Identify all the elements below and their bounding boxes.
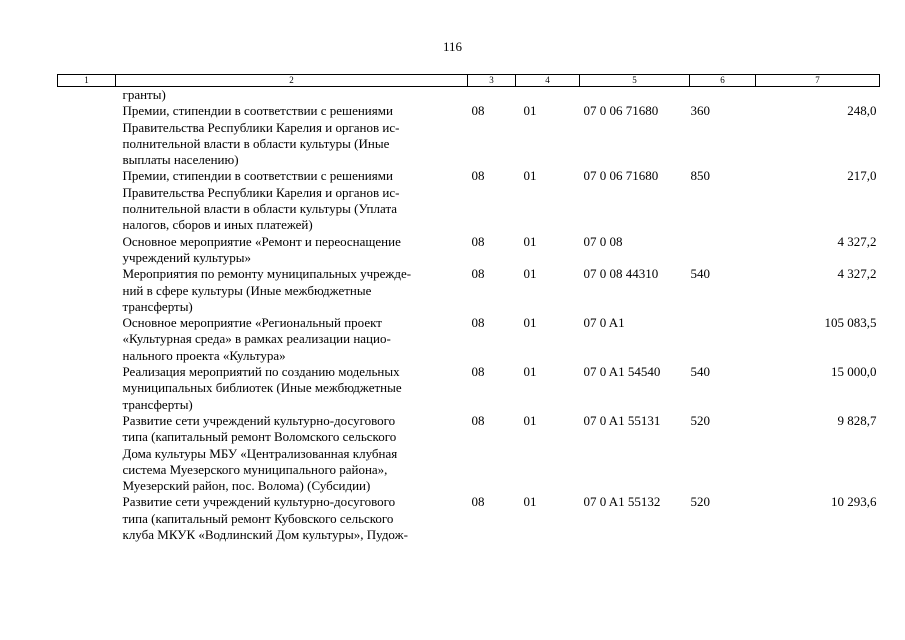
row-number-cell xyxy=(58,364,116,413)
row-number-cell xyxy=(58,266,116,315)
budget-table xyxy=(57,74,880,543)
continuation-text: гранты) xyxy=(122,87,166,102)
table-row xyxy=(58,103,880,168)
row-name-line: муниципальных библиотек (Иные межбюджетные xyxy=(122,380,402,396)
column-header: 4 xyxy=(516,75,580,87)
section-code: 08 xyxy=(471,412,485,428)
expense-type-code: 540 xyxy=(690,364,710,380)
expense-type-code: 520 xyxy=(690,412,710,428)
target-article-code: 07 0 06 71680 xyxy=(583,168,659,184)
target-article-code: 07 0 A1 54540 xyxy=(583,364,661,380)
subsection-code: 01 xyxy=(523,494,537,510)
expense-type-code: 850 xyxy=(690,168,710,184)
column-header: 5 xyxy=(580,75,690,87)
row-name-line: типа (капитальный ремонт Воломского сельского xyxy=(122,429,397,445)
row-name xyxy=(116,494,468,543)
amount: 4 327,2 xyxy=(837,266,877,282)
amount: 217,0 xyxy=(847,168,877,184)
section-code: 08 xyxy=(471,233,485,249)
section-code: 08 xyxy=(471,315,485,331)
target-article-code: 07 0 08 44310 xyxy=(583,266,659,282)
target-article-code: 07 0 A1 55131 xyxy=(583,412,661,428)
row-name-line: нального проекта «Культура» xyxy=(122,347,286,363)
row-name-line: трансферты) xyxy=(122,396,193,412)
table-row xyxy=(58,234,880,267)
expense-type-code: 360 xyxy=(690,103,710,119)
row-name-line: Муезерский район, пос. Волома) (Субсидии) xyxy=(122,478,371,494)
expense-type-code xyxy=(690,315,756,364)
column-header: 3 xyxy=(468,75,516,87)
row-name xyxy=(116,234,468,267)
continuation-row xyxy=(58,87,880,104)
section-code: 08 xyxy=(471,494,485,510)
amount: 248,0 xyxy=(847,103,877,119)
table-header xyxy=(58,75,880,87)
amount: 15 000,0 xyxy=(831,364,877,380)
column-header: 6 xyxy=(690,75,756,87)
row-number-cell xyxy=(58,234,116,267)
target-article-code: 07 0 08 xyxy=(583,233,623,249)
expense-type-code xyxy=(690,234,756,267)
row-name-line: Развитие сети учреждений культурно-досугового xyxy=(122,494,396,510)
row-name-line: трансферты) xyxy=(122,298,193,314)
row-name-line: Развитие сети учреждений культурно-досугового xyxy=(122,412,396,428)
row-name xyxy=(116,413,468,494)
row-name-line: Основное мероприятие «Региональный проект xyxy=(122,315,382,331)
row-name-line: Реализация мероприятий по созданию модельных xyxy=(122,364,400,380)
row-name-line: ний в сфере культуры (Иные межбюджетные xyxy=(122,282,372,298)
subsection-code: 01 xyxy=(523,266,537,282)
row-name-line: «Культурная среда» в рамках реализации нацио- xyxy=(122,331,391,347)
row-number-cell xyxy=(58,413,116,494)
row-name-line: налогов, сборов и иных платежей) xyxy=(122,217,313,233)
target-article-code: 07 0 06 71680 xyxy=(583,103,659,119)
row-number-cell xyxy=(58,315,116,364)
column-header: 1 xyxy=(58,75,116,87)
row-name-line: система Муезерского муниципального района», xyxy=(122,461,388,477)
target-article-code: 07 0 A1 xyxy=(583,315,625,331)
table-row xyxy=(58,315,880,364)
amount: 105 083,5 xyxy=(824,315,877,331)
section-code: 08 xyxy=(471,266,485,282)
row-name-line: Дома культуры МБУ «Централизованная клубная xyxy=(122,445,398,461)
table-row xyxy=(58,494,880,543)
table-row xyxy=(58,413,880,494)
table-row xyxy=(58,364,880,413)
row-name-line: Правительства Республики Карелия и органов ис- xyxy=(122,119,400,135)
row-name-line: Правительства Республики Карелия и органов ис- xyxy=(122,184,400,200)
section-code: 08 xyxy=(471,103,485,119)
subsection-code: 01 xyxy=(523,233,537,249)
column-header: 7 xyxy=(756,75,880,87)
expense-type-code: 520 xyxy=(690,494,710,510)
section-code: 08 xyxy=(471,364,485,380)
column-header: 2 xyxy=(116,75,468,87)
row-name xyxy=(116,266,468,315)
target-article-code: 07 0 A1 55132 xyxy=(583,494,661,510)
amount: 9 828,7 xyxy=(837,412,877,428)
row-name-line: полнительной власти в области культуры (Иные xyxy=(122,135,390,151)
row-number-cell xyxy=(58,103,116,168)
row-name-line: Основное мероприятие «Ремонт и переоснащение xyxy=(122,233,401,249)
row-name xyxy=(116,315,468,364)
row-name-line: полнительной власти в области культуры (Уплата xyxy=(122,201,398,217)
subsection-code: 01 xyxy=(523,315,537,331)
section-code: 08 xyxy=(471,168,485,184)
row-number-cell xyxy=(58,168,116,233)
page-number: 116 xyxy=(442,39,463,54)
row-name-line: Премии, стипендии в соответствии с решениями xyxy=(122,103,393,119)
table-row xyxy=(58,168,880,233)
row-name-line: Премии, стипендии в соответствии с решениями xyxy=(122,168,393,184)
row-name-line: типа (капитальный ремонт Кубовского сельского xyxy=(122,510,394,526)
amount: 10 293,6 xyxy=(831,494,877,510)
subsection-code: 01 xyxy=(523,168,537,184)
row-number-cell xyxy=(58,494,116,543)
table-body xyxy=(58,87,880,544)
row-name xyxy=(116,168,468,233)
subsection-code: 01 xyxy=(523,412,537,428)
subsection-code: 01 xyxy=(523,103,537,119)
row-name-line: выплаты населению) xyxy=(122,152,239,168)
header-row xyxy=(58,75,880,87)
expense-type-code: 540 xyxy=(690,266,710,282)
row-name xyxy=(116,103,468,168)
row-name xyxy=(116,364,468,413)
subsection-code: 01 xyxy=(523,364,537,380)
table-row xyxy=(58,266,880,315)
row-name-line: клуба МКУК «Водлинский Дом культуры», Пудож- xyxy=(122,527,408,543)
row-name-line: учреждений культуры» xyxy=(122,249,252,265)
row-name-line: Мероприятия по ремонту муниципальных учрежде- xyxy=(122,266,412,282)
amount: 4 327,2 xyxy=(837,233,877,249)
